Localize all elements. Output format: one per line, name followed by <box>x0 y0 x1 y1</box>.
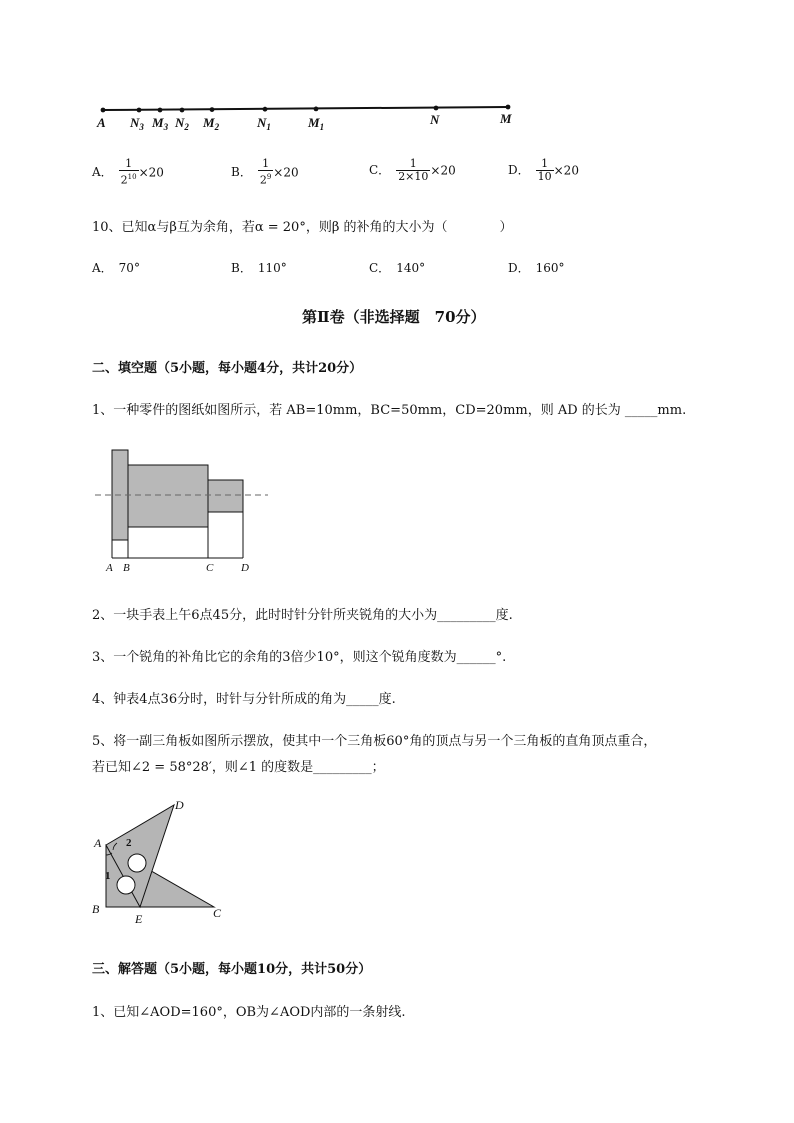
point-M2 <box>210 107 215 112</box>
section3-heading: 三、解答题（5小题，每小题10分，共计50分） <box>92 962 372 977</box>
q9-option-a[interactable]: A． $\frac{1}{2^{10}}$ ×20 <box>92 157 164 187</box>
tri-label-c: C <box>213 906 222 920</box>
q9-option-b[interactable]: B． $\frac{1}{2^9}$ ×20 <box>231 157 299 187</box>
part-drawing <box>90 440 275 580</box>
point-M1 <box>314 107 319 112</box>
angle-label-2: 2 <box>126 837 132 849</box>
q10-text: 10、已知α与β互为余角，若α = 20°，则β 的补角的大小为（ ） <box>92 220 513 235</box>
part-label-a: A <box>106 562 113 574</box>
q10-option-a[interactable]: A． 70° <box>92 261 140 275</box>
tri-label-d: D <box>175 798 184 812</box>
part-body <box>128 465 208 527</box>
q9-option-c[interactable]: C． $\frac{1}{2\times 10}$ ×20 <box>369 157 456 183</box>
s2-q4-text: 4、钟表4点36分时，时针与分针所成的角为_____度. <box>92 692 396 707</box>
triangle-figure <box>88 795 238 930</box>
point-M <box>506 105 511 110</box>
line-label: A <box>97 115 106 130</box>
tri-label-a: A <box>94 836 102 850</box>
point-N <box>434 106 439 111</box>
section2-heading: 二、填空题（5小题，每小题4分，共计20分） <box>92 361 363 376</box>
line-label: M <box>500 111 512 126</box>
number-line-figure <box>90 100 520 134</box>
hole-2 <box>117 876 135 894</box>
line-label: $M_2$ <box>203 115 220 132</box>
part2-title: 第Ⅱ卷（非选择题 70分） <box>302 308 486 326</box>
s2-q1-text: 1、一种零件的图纸如图所示，若 AB=10mm，BC=50mm，CD=20mm，则 AD 的长为 _____mm. <box>92 403 687 418</box>
s2-q3-text: 3、一个锐角的补角比它的余角的3倍少10°，则这个锐角度数为______°. <box>92 650 507 665</box>
point-N2 <box>180 108 185 113</box>
line-label: $M_1$ <box>308 115 325 132</box>
part-label-d: D <box>241 562 249 574</box>
s2-q2-text: 2、一块手表上午6点45分，此时时针分针所夹锐角的大小为_________度. <box>92 608 513 623</box>
point-A <box>101 108 106 113</box>
s2-q5-line1: 5、将一副三角板如图所示摆放，使其中一个三角板60°角的顶点与另一个三角板的直角顶点重合， <box>92 734 657 749</box>
angle-label-1: 1 <box>105 870 111 882</box>
line-segment <box>103 107 508 110</box>
hole-1 <box>128 854 146 872</box>
line-label: $N_2$ <box>175 115 189 132</box>
s3-q1-text: 1、已知∠AOD=160°，OB为∠AOD内部的一条射线. <box>92 1005 406 1020</box>
point-M3 <box>158 108 163 113</box>
tri-label-e: E <box>135 912 143 926</box>
line-label: $M_3$ <box>152 115 169 132</box>
q10-option-d[interactable]: D． 160° <box>508 261 565 275</box>
q10-option-b[interactable]: B． 110° <box>231 261 287 275</box>
part-shaft <box>208 480 243 512</box>
tri-label-b: B <box>92 902 100 916</box>
point-N1 <box>263 107 268 112</box>
line-label: $N_1$ <box>257 115 271 132</box>
s2-q5-line2: 若已知∠2 = 58°28′，则∠1 的度数是_________； <box>92 760 385 775</box>
point-N3 <box>137 108 142 113</box>
part-label-c: C <box>206 562 214 574</box>
line-label: $N_3$ <box>130 115 144 132</box>
q9-option-d[interactable]: D． $\frac{1}{10}$ ×20 <box>508 157 579 183</box>
part-label-b: B <box>123 562 130 574</box>
line-label: N <box>430 112 440 127</box>
q10-option-c[interactable]: C． 140° <box>369 261 426 275</box>
